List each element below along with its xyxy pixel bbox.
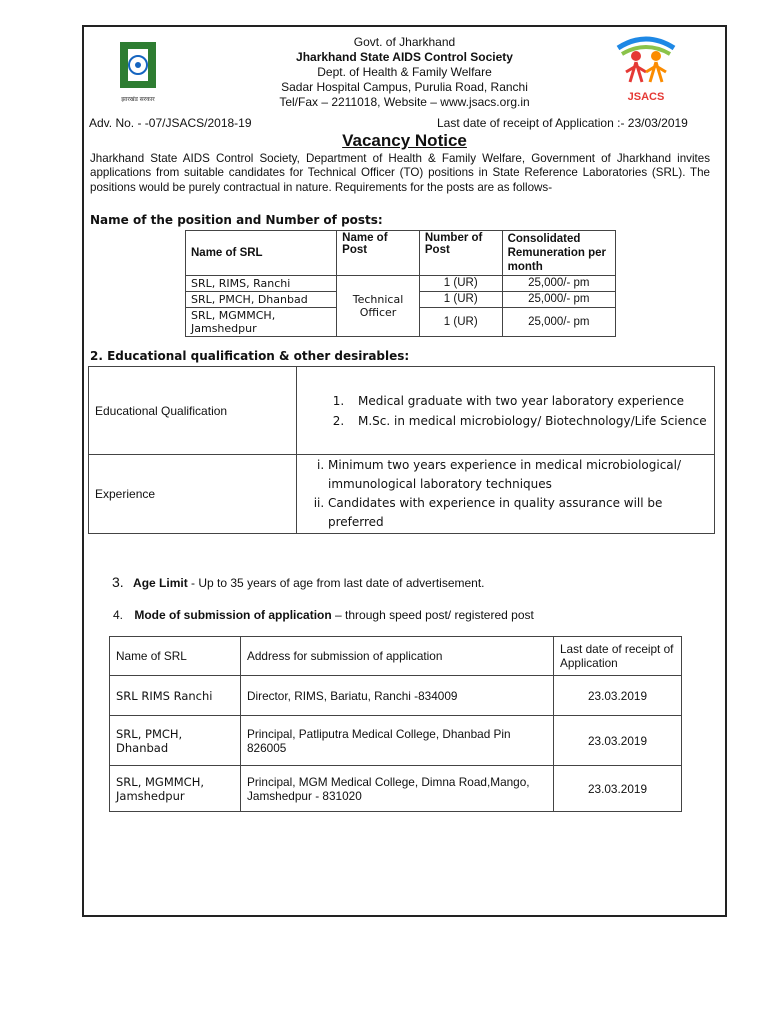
srl-name: SRL RIMS Ranchi xyxy=(110,676,241,716)
col-header: Name of SRL xyxy=(186,231,337,276)
adv-number: Adv. No. - -07/JSACS/2018-19 xyxy=(89,116,252,130)
list-item: ii. Candidates with experience in quality assurance will be preferred xyxy=(328,494,713,532)
table-row xyxy=(110,766,682,812)
remuneration: 25,000/- pm xyxy=(502,308,615,337)
table-row xyxy=(89,367,715,455)
srl-address: Principal, Patliputra Medical College, Dhanbad Pin 826005 xyxy=(241,716,554,766)
age-limit-label: Age Limit xyxy=(133,576,188,590)
table-row xyxy=(89,455,715,534)
header-address: Sadar Hospital Campus, Purulia Road, Ranchi xyxy=(281,80,528,94)
srl-last-date: 23.03.2019 xyxy=(554,676,682,716)
list-item: 1. Medical graduate with two year laboratory experience xyxy=(348,391,713,411)
table-header-row xyxy=(110,637,682,676)
srl-name: SRL, RIMS, Ranchi xyxy=(186,276,337,292)
remuneration: 25,000/- pm xyxy=(502,292,615,308)
col-header: Name of Post xyxy=(337,231,420,276)
table-header-row xyxy=(186,231,616,276)
posts-table xyxy=(185,230,616,337)
header-contact: Tel/Fax – 2211018, Website – www.jsacs.org.in xyxy=(279,95,530,109)
srl-last-date: 23.03.2019 xyxy=(554,716,682,766)
col-header: Consolidated Remuneration per month xyxy=(502,231,615,276)
header-govt: Govt. of Jharkhand xyxy=(353,35,456,49)
post-name: Technical Officer xyxy=(337,276,420,337)
last-date: Last date of receipt of Application :- 23/03/2019 xyxy=(437,116,688,130)
col-header: Number of Post xyxy=(419,231,502,276)
srl-address: Principal, MGM Medical College, Dimna Road,Mango, Jamshedpur - 831020 xyxy=(241,766,554,812)
post-count: 1 (UR) xyxy=(419,292,502,308)
exp-list xyxy=(298,456,713,532)
submission-mode-number: 4. xyxy=(113,608,124,622)
submission-mode-text: – through speed post/ registered post xyxy=(331,608,534,622)
submission-mode xyxy=(113,608,534,622)
edu-label: Educational Qualification xyxy=(89,367,297,455)
header-society: Jharkhand State AIDS Control Society xyxy=(296,50,513,64)
srl-last-date: 23.03.2019 xyxy=(554,766,682,812)
col-header: Last date of receipt of Application xyxy=(554,637,682,676)
age-limit-text: - Up to 35 years of age from last date of advertisement. xyxy=(187,576,485,590)
age-limit-number: 3. xyxy=(112,574,124,590)
remuneration: 25,000/- pm xyxy=(502,276,615,292)
srl-address: Director, RIMS, Bariatu, Ranchi -834009 xyxy=(241,676,554,716)
list-item: 2. M.Sc. in medical microbiology/ Biotechnology/Life Science xyxy=(348,411,713,431)
srl-name: SRL, PMCH, Dhanbad xyxy=(186,292,337,308)
page-title: Vacancy Notice xyxy=(342,131,467,150)
qualification-table xyxy=(88,366,715,534)
submission-mode-label: Mode of submission of application xyxy=(134,608,332,622)
header-dept: Dept. of Health & Family Welfare xyxy=(317,65,492,79)
section-qualification-heading: 2. Educational qualification & other desirables: xyxy=(90,349,410,363)
table-row xyxy=(110,716,682,766)
section-positions-heading: Name of the position and Number of posts: xyxy=(90,213,383,227)
age-limit xyxy=(112,574,485,590)
exp-label: Experience xyxy=(89,455,297,534)
srl-name: SRL, MGMMCH, Jamshedpur xyxy=(186,308,337,337)
table-row xyxy=(186,276,616,292)
post-count: 1 (UR) xyxy=(419,308,502,337)
edu-list xyxy=(298,391,713,431)
list-item: i. Minimum two years experience in medical microbiological/ immunological laboratory techniques xyxy=(328,456,713,494)
emblem-caption: झारखंड सरकार xyxy=(121,97,155,103)
srl-name: SRL, PMCH, Dhanbad xyxy=(110,716,241,766)
intro-paragraph: Jharkhand State AIDS Control Society, Department of Health & Family Welfare, Government of Jharkhand invites applications from suitable candidates for Technical Officer (TO) positions in State Reference Laboratories (SRL). The positions would be purely contractual in nature. Requirements for the posts are as follows- xyxy=(90,152,710,194)
table-row xyxy=(110,676,682,716)
col-header: Address for submission of application xyxy=(241,637,554,676)
post-count: 1 (UR) xyxy=(419,276,502,292)
col-header: Name of SRL xyxy=(110,637,241,676)
submission-table xyxy=(109,636,682,812)
srl-name: SRL, MGMMCH, Jamshedpur xyxy=(110,766,241,812)
jsacs-logo-text: JSACS xyxy=(627,91,665,103)
